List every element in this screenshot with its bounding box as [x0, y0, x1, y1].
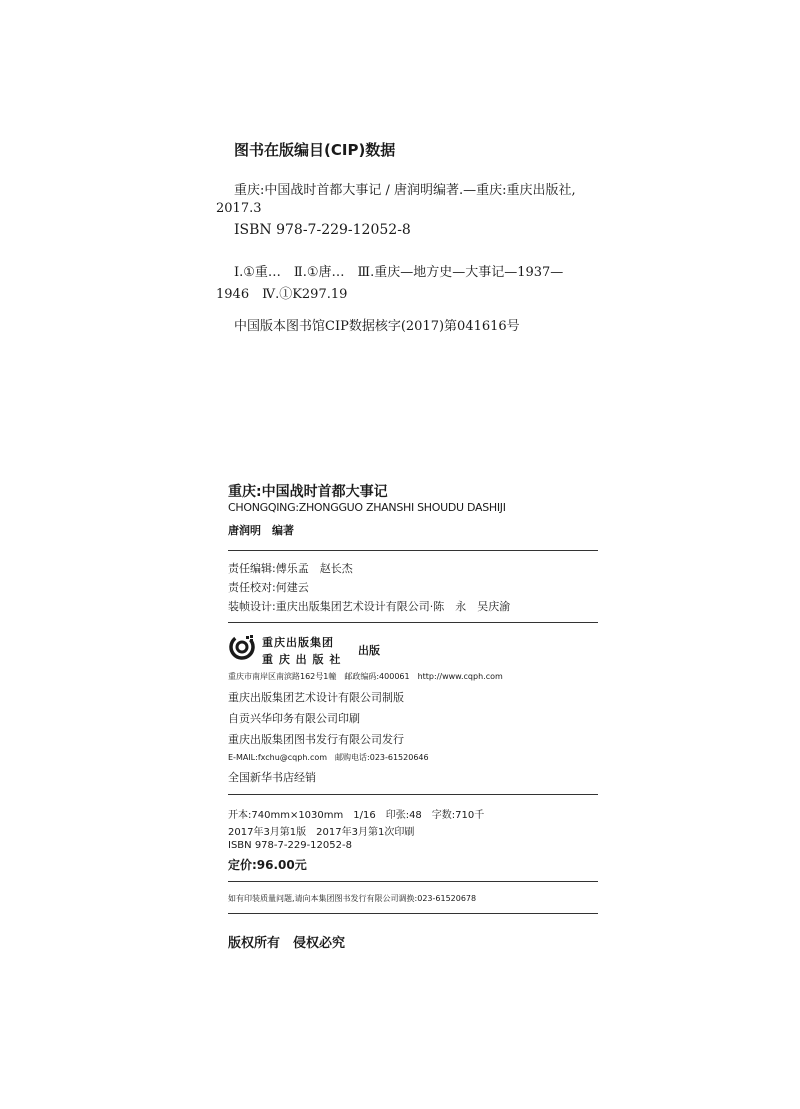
- divider: [228, 794, 598, 795]
- price: 定价:96.00元: [228, 858, 307, 872]
- cip-classification-line: Ⅰ.①重… Ⅱ.①唐… Ⅲ.重庆—地方史—大事记—1937—: [234, 265, 564, 280]
- publisher-press-name: 重 庆 出 版 社: [262, 653, 342, 666]
- quality-note: 如有印装质量问题,请向本集团图书发行有限公司调换:023-61520678: [228, 894, 477, 903]
- publisher-contact: E-MAIL:fxchu@cqph.com 邮购电话:023-61520646: [228, 753, 429, 762]
- book-pinyin-title: CHONGQING:ZHONGGUO ZHANSHI SHOUDU DASHIJI: [228, 501, 506, 514]
- cip-heading: 图书在版编目(CIP)数据: [234, 141, 396, 159]
- distributor-info: 重庆出版集团图书发行有限公司发行: [228, 733, 404, 746]
- divider: [228, 622, 598, 623]
- publisher-group-name: 重庆出版集团: [262, 636, 334, 649]
- printer-info: 自贡兴华印务有限公司印刷: [228, 712, 360, 725]
- responsible-editor: 责任编辑:傅乐孟 赵长杰: [228, 562, 353, 575]
- plate-making-info: 重庆出版集团艺术设计有限公司制版: [228, 691, 404, 704]
- seller-info: 全国新华书店经销: [228, 771, 316, 784]
- divider: [228, 913, 598, 914]
- copyright-notice: 版权所有 侵权必究: [228, 936, 346, 951]
- publisher-address: 重庆市南岸区南滨路162号1幢 邮政编码:400061 http://www.cqph.com: [228, 672, 503, 681]
- specs-isbn: ISBN 978-7-229-12052-8: [228, 840, 352, 851]
- book-format: 开本:740mm×1030mm 1/16 印张:48 字数:710千: [228, 810, 485, 821]
- cover-designer: 装帧设计:重庆出版集团艺术设计有限公司·陈 永 吴庆渝: [228, 600, 511, 613]
- cip-record-number: 中国版本图书馆CIP数据核字(2017)第041616号: [234, 319, 520, 334]
- divider: [228, 881, 598, 882]
- cip-catalog-date: 2017.3: [216, 201, 262, 216]
- cip-catalog-line: 重庆:中国战时首都大事记 / 唐润明编著.—重庆:重庆出版社,: [234, 183, 576, 198]
- divider: [228, 550, 598, 551]
- book-title: 重庆:中国战时首都大事记: [228, 484, 388, 500]
- cip-classification-line-cont: 1946 Ⅳ.①K297.19: [216, 287, 348, 302]
- publish-label: 出版: [358, 644, 380, 657]
- edition-info: 2017年3月第1版 2017年3月第1次印刷: [228, 827, 415, 838]
- responsible-proofreader: 责任校对:何建云: [228, 581, 309, 594]
- cip-isbn: ISBN 978-7-229-12052-8: [234, 222, 411, 238]
- publisher-logo-icon: [229, 634, 255, 660]
- book-author: 唐润明 编著: [228, 524, 294, 537]
